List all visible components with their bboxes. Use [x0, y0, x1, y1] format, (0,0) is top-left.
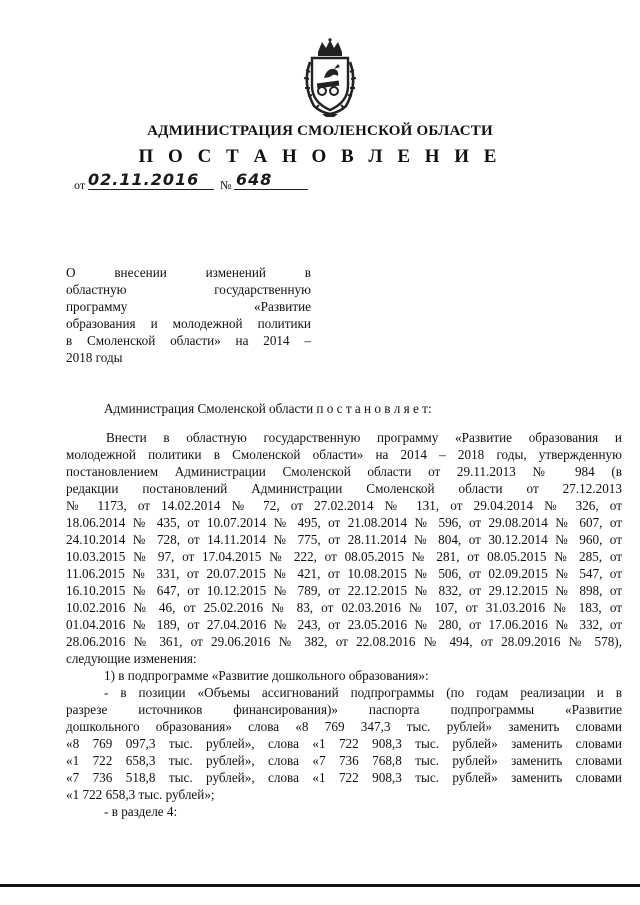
- document-body: [66, 400, 622, 820]
- body-line: 18.06.2014 № 435, от 10.07.2014 № 495, от 21.08.2014 № 596, от 29.08.2014 № 607, от: [66, 515, 622, 530]
- body-line: 01.04.2016 № 189, от 27.04.2016 № 243, от 23.05.2016 № 280, от 17.06.2016 № 332, от: [66, 617, 622, 632]
- coat-of-arms-icon: [300, 38, 360, 118]
- body-line: «8 769 097,3 тыс. рублей», слова «1 722 908,3 тыс. рублей» заменить словами: [66, 736, 622, 751]
- body-line: «1 722 658,3 тыс. рублей»;: [66, 787, 215, 802]
- number-handwritten: 648: [236, 170, 273, 189]
- body-line: № 1173, от 14.02.2014 № 72, от 27.02.2014 № 131, от 29.04.2014 № 326, от: [66, 498, 622, 513]
- subject-line: областную государственную: [66, 282, 311, 297]
- document-type-title: П О С Т А Н О В Л Е Н И Е: [138, 146, 502, 167]
- date-prefix: от: [74, 178, 86, 192]
- subject-line: программу «Развитие: [66, 299, 311, 314]
- body-line: разрезе источников финансирования)» паспорта подпрограммы «Развитие: [66, 702, 622, 717]
- subject-line: образования и молодежной политики: [66, 316, 311, 331]
- organization-title: АДМИНИСТРАЦИЯ СМОЛЕНСКОЙ ОБЛАСТИ: [147, 123, 493, 139]
- body-line: 10.02.2016 № 46, от 25.02.2016 № 83, от 02.03.2016 № 107, от 31.03.2016 № 183, от: [66, 600, 622, 615]
- subject-line: О внесении изменений в: [66, 265, 311, 280]
- body-line: 28.06.2016 № 361, от 29.06.2016 № 382, от 22.08.2016 № 494, от 28.09.2016 № 578),: [66, 634, 622, 649]
- body-line: Внести в областную государственную программу «Развитие образования и: [106, 430, 622, 445]
- body-line: «1 722 658,3 тыс. рублей», слова «7 736 768,8 тыс. рублей» заменить словами: [66, 753, 622, 768]
- body-line: 11.06.2015 № 331, от 20.07.2015 № 421, от 10.08.2015 № 506, от 02.09.2015 № 547, от: [66, 566, 622, 581]
- number-prefix: №: [220, 178, 232, 192]
- body-line: молодежной политики в Смоленской области» на 2014 – 2018 годы, утвержденную: [66, 447, 622, 462]
- body-line: дошкольного образования» слова «8 769 347,3 тыс. рублей» заменить словами: [66, 719, 622, 734]
- body-line: 16.10.2015 № 647, от 10.12.2015 № 789, от 22.12.2015 № 832, от 29.12.2015 № 898, от: [66, 583, 622, 598]
- body-line: 10.03.2015 № 97, от 17.04.2015 № 222, от 08.05.2015 № 281, от 08.05.2015 № 285, от: [66, 549, 622, 564]
- body-line: 1) в подпрограмме «Развитие дошкольного образования»:: [104, 668, 429, 683]
- body-line: - в позиции «Объемы ассигнований подпрограммы (по годам реализации и в: [104, 685, 622, 700]
- date-number-line: [74, 172, 394, 194]
- body-line: 24.10.2014 № 728, от 14.11.2014 № 775, от 28.11.2014 № 804, от 30.12.2014 № 960, от: [66, 532, 622, 547]
- number-underline: [234, 189, 308, 190]
- body-line: - в разделе 4:: [104, 804, 178, 819]
- body-line: постановлением Администрации Смоленской области от 29.11.2013 № 984 (в: [66, 464, 622, 479]
- subject-line: в Смоленской области» на 2014 –: [66, 333, 311, 348]
- body-line: «7 736 518,8 тыс. рублей», слова «1 722 908,3 тыс. рублей» заменить словами: [66, 770, 622, 785]
- date-handwritten: 02.11.2016: [88, 170, 200, 189]
- subject-line: 2018 годы: [66, 350, 123, 365]
- body-line: следующие изменения:: [66, 651, 197, 666]
- body-line: Администрация Смоленской области п о с т а н о в л я е т:: [104, 401, 432, 416]
- bottom-scan-edge: [0, 884, 640, 887]
- body-line: редакции постановлений Администрации Смоленской области от 27.12.2013: [66, 481, 622, 496]
- date-underline: [88, 189, 214, 190]
- document-subject: [66, 264, 311, 366]
